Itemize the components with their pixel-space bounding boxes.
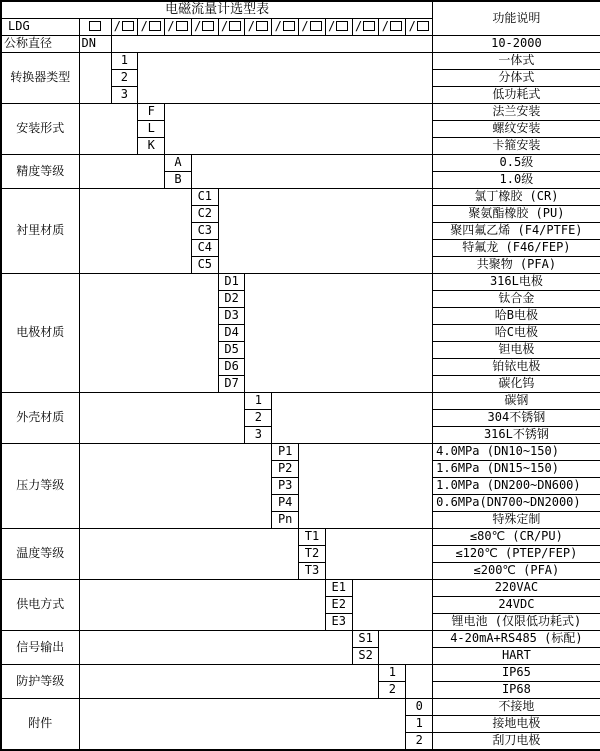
option-code-cell: 2 (379, 682, 406, 699)
option-desc-cell: ≤120℃ (PTEP/FEP) (433, 546, 600, 563)
option-code-cell: D4 (218, 325, 245, 342)
option-code-cell: 3 (245, 427, 272, 444)
option-code-cell: E1 (325, 580, 352, 597)
option-code-cell: L (138, 121, 165, 138)
option-code-cell: C3 (191, 223, 218, 240)
option-desc-cell: ≤80℃ (CR/PU) (433, 529, 600, 546)
option-desc-cell: 316L电极 (433, 274, 600, 291)
option-row (1, 631, 600, 648)
option-code-cell: 1 (245, 393, 272, 410)
spacer-cell (79, 393, 245, 444)
option-row (1, 104, 600, 121)
model-prefix: LDG (1, 19, 79, 36)
option-desc-cell: 法兰安装 (433, 104, 600, 121)
option-code-cell: D1 (218, 274, 245, 291)
group-label: 安装形式 (1, 104, 79, 155)
option-row (1, 393, 600, 410)
spacer-cell (379, 631, 433, 665)
group-label: 信号输出 (1, 631, 79, 665)
selection-box-icon (390, 21, 402, 31)
selection-box-icon (202, 21, 214, 31)
option-row (1, 529, 600, 546)
option-desc-cell: 螺纹安装 (433, 121, 600, 138)
title-row (1, 1, 600, 19)
group-label: 转换器类型 (1, 53, 79, 104)
option-code-cell: 1 (406, 716, 433, 733)
spacer-cell (79, 665, 379, 699)
option-code-cell: 2 (111, 70, 138, 87)
option-row (1, 189, 600, 206)
selection-box-icon (176, 21, 188, 31)
spacer-cell (299, 444, 433, 529)
option-desc-cell: 哈B电极 (433, 308, 600, 325)
option-desc-cell: 聚四氟乙烯 (F4/PTFE) (433, 223, 600, 240)
option-row (1, 699, 600, 716)
spacer-cell (272, 393, 433, 444)
option-desc-cell: 1.0级 (433, 172, 600, 189)
selection-box-icon (283, 21, 295, 31)
option-desc-cell: 刮刀电极 (433, 733, 600, 751)
spacer-cell (79, 53, 111, 104)
selection-box-icon (89, 21, 101, 31)
spacer-cell (79, 104, 138, 155)
option-desc-cell: 24VDC (433, 597, 600, 614)
option-desc-cell: 不接地 (433, 699, 600, 716)
option-code-cell: P3 (272, 478, 299, 495)
option-code-cell: B (165, 172, 192, 189)
option-desc-cell: IP68 (433, 682, 600, 699)
option-row (1, 53, 600, 70)
option-code-cell: T3 (299, 563, 326, 580)
diameter-label: 公称直径 (1, 36, 79, 53)
spacer-cell (245, 274, 433, 393)
selection-box-icon (149, 21, 161, 31)
group-label: 温度等级 (1, 529, 79, 580)
spacer-cell (79, 699, 406, 751)
diameter-row (1, 36, 600, 53)
option-desc-cell: 低功耗式 (433, 87, 600, 104)
option-desc-cell: 卡箍安装 (433, 138, 600, 155)
selection-box-icon (256, 21, 268, 31)
option-desc-cell: 4.0MPa (DN10~150) (433, 444, 600, 461)
option-code-cell: 0 (406, 699, 433, 716)
group-label: 压力等级 (1, 444, 79, 529)
spacer-cell (79, 189, 191, 274)
option-desc-cell: 特殊定制 (433, 512, 600, 529)
model-slot-cell: / (406, 19, 433, 36)
spacer-cell (138, 53, 433, 104)
option-desc-cell: 共聚物 (PFA) (433, 257, 600, 274)
option-desc-cell: 接地电极 (433, 716, 600, 733)
option-code-cell: T2 (299, 546, 326, 563)
spacer-cell (79, 529, 299, 580)
selection-box-icon (122, 21, 134, 31)
model-base-box-cell (79, 19, 111, 36)
option-row (1, 274, 600, 291)
model-slot-cell: / (191, 19, 218, 36)
option-code-cell: K (138, 138, 165, 155)
group-label: 衬里材质 (1, 189, 79, 274)
diameter-code: DN (79, 36, 111, 53)
model-slot-cell: / (218, 19, 245, 36)
spacer-cell (111, 36, 433, 53)
option-desc-cell: 氯丁橡胶 (CR) (433, 189, 600, 206)
option-desc-cell: 钛合金 (433, 291, 600, 308)
option-code-cell: 3 (111, 87, 138, 104)
option-code-cell: 1 (111, 53, 138, 70)
option-code-cell: D6 (218, 359, 245, 376)
spacer-cell (79, 580, 325, 631)
group-label: 精度等级 (1, 155, 79, 189)
option-code-cell: E2 (325, 597, 352, 614)
page-title: 电磁流量计选型表 (1, 1, 433, 19)
selection-box-icon (229, 21, 241, 31)
option-code-cell: C1 (191, 189, 218, 206)
diameter-desc: 10-2000 (433, 36, 600, 53)
group-label: 防护等级 (1, 665, 79, 699)
option-code-cell: D3 (218, 308, 245, 325)
model-slot-cell: / (111, 19, 138, 36)
option-desc-cell: 分体式 (433, 70, 600, 87)
option-desc-cell: 0.6MPa(DN700~DN2000) (433, 495, 600, 512)
selection-box-icon (310, 21, 322, 31)
option-desc-cell: 碳钢 (433, 393, 600, 410)
option-code-cell: 2 (245, 410, 272, 427)
option-desc-cell: 一体式 (433, 53, 600, 70)
selection-box-icon (417, 21, 429, 31)
spacer-cell (79, 444, 272, 529)
spacer-cell (191, 155, 432, 189)
option-desc-cell: 1.0MPa (DN200~DN600) (433, 478, 600, 495)
option-code-cell: E3 (325, 614, 352, 631)
spacer-cell (79, 631, 352, 665)
option-code-cell: D7 (218, 376, 245, 393)
model-slot-cell: / (272, 19, 299, 36)
option-code-cell: P1 (272, 444, 299, 461)
option-desc-cell: 铂铱电极 (433, 359, 600, 376)
group-label: 供电方式 (1, 580, 79, 631)
function-description-header: 功能说明 (433, 1, 600, 36)
option-code-cell: C5 (191, 257, 218, 274)
option-desc-cell: 钽电极 (433, 342, 600, 359)
option-row (1, 665, 600, 682)
option-desc-cell: 聚氨酯橡胶 (PU) (433, 206, 600, 223)
selection-box-icon (363, 21, 375, 31)
group-label: 附件 (1, 699, 79, 751)
option-code-cell: S1 (352, 631, 379, 648)
group-label: 外壳材质 (1, 393, 79, 444)
option-row (1, 155, 600, 172)
option-desc-cell: HART (433, 648, 600, 665)
spacer-cell (165, 104, 433, 155)
option-desc-cell: 0.5级 (433, 155, 600, 172)
option-desc-cell: 316L不锈钢 (433, 427, 600, 444)
option-code-cell: D2 (218, 291, 245, 308)
model-slot-cell: / (325, 19, 352, 36)
spacer-cell (218, 189, 432, 274)
option-code-cell: A (165, 155, 192, 172)
option-code-cell: D5 (218, 342, 245, 359)
option-desc-cell: ≤200℃ (PFA) (433, 563, 600, 580)
option-code-cell: 1 (379, 665, 406, 682)
option-desc-cell: IP65 (433, 665, 600, 682)
option-desc-cell: 220VAC (433, 580, 600, 597)
option-desc-cell: 哈C电极 (433, 325, 600, 342)
spacer-cell (406, 665, 433, 699)
model-slot-cell: / (379, 19, 406, 36)
option-code-cell: C4 (191, 240, 218, 257)
option-desc-cell: 4-20mA+RS485 (标配) (433, 631, 600, 648)
spacer-cell (352, 580, 432, 631)
spacer-cell (325, 529, 432, 580)
option-desc-cell: 1.6MPa (DN15~150) (433, 461, 600, 478)
option-desc-cell: 304不锈钢 (433, 410, 600, 427)
option-code-cell: T1 (299, 529, 326, 546)
option-code-cell: C2 (191, 206, 218, 223)
model-slot-cell: / (299, 19, 326, 36)
option-code-cell: F (138, 104, 165, 121)
option-code-cell: P2 (272, 461, 299, 478)
option-code-cell: P4 (272, 495, 299, 512)
option-desc-cell: 碳化钨 (433, 376, 600, 393)
model-slot-cell: / (352, 19, 379, 36)
option-code-cell: Pn (272, 512, 299, 529)
selection-box-icon (336, 21, 348, 31)
model-slot-cell: / (165, 19, 192, 36)
option-desc-cell: 特氟龙 (F46/FEP) (433, 240, 600, 257)
option-code-cell: 2 (406, 733, 433, 751)
model-slot-cell: / (138, 19, 165, 36)
option-row (1, 444, 600, 461)
option-row (1, 580, 600, 597)
model-slot-cell: / (245, 19, 272, 36)
option-code-cell: S2 (352, 648, 379, 665)
spacer-cell (79, 155, 165, 189)
spacer-cell (79, 274, 218, 393)
group-label: 电极材质 (1, 274, 79, 393)
option-desc-cell: 锂电池 (仅限低功耗式) (433, 614, 600, 631)
